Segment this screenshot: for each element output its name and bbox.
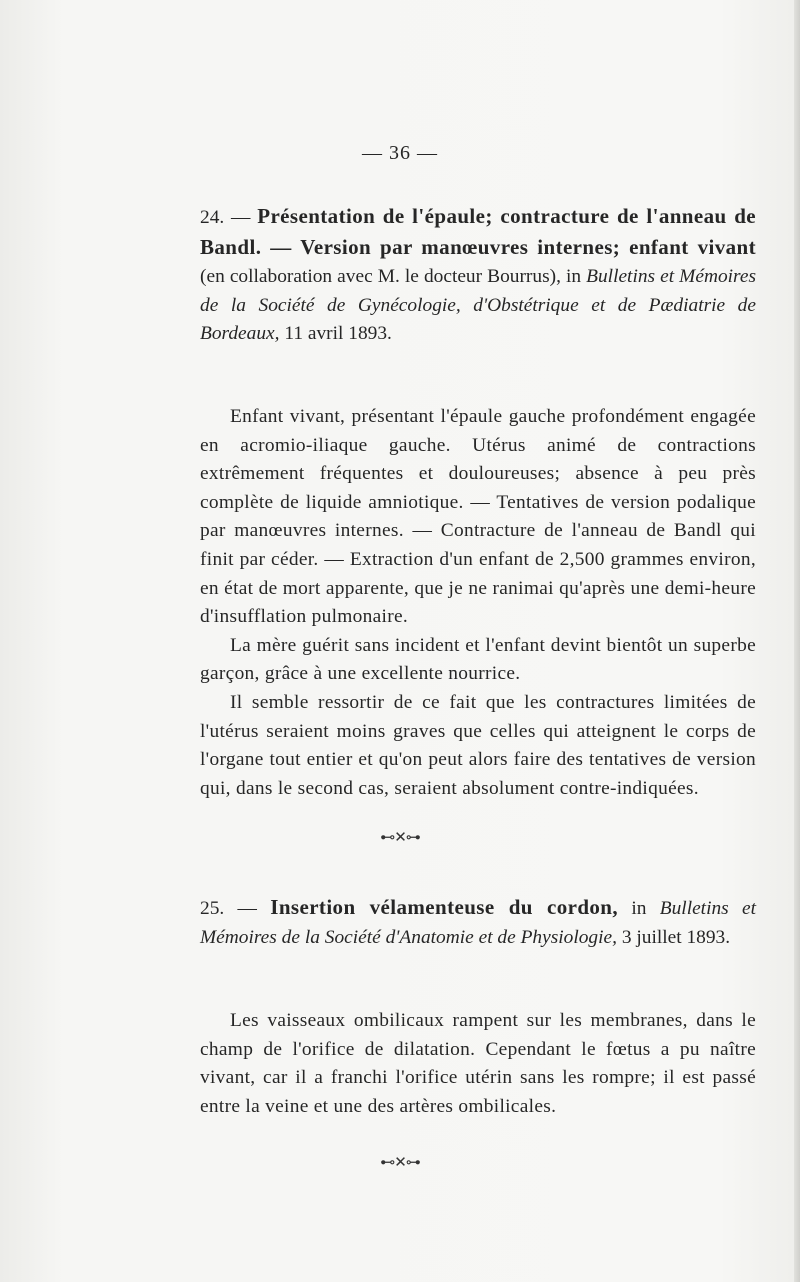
entry-25-date: 3 juillet 1893. <box>616 926 731 948</box>
paragraph: Les vaisseaux ombilicaux rampent sur les membranes, dans le champ de l'orifice de dilatation. Cependant le fœtus a pu naître vivant, car il a franchi l'orifice utérin sans les rompre; il est passé entre la veine et une des artères ombilicales. <box>200 1010 756 1117</box>
entry-24-collab: (en collaboration avec M. le docteur Bourrus), in <box>200 266 587 288</box>
entry-24-heading <box>200 202 756 349</box>
entry-24-journal: Bulletins et Mémoires de la Société de Gynécologie, d'Obstétrique et de Pædiatrie de Bordeaux, <box>200 266 757 345</box>
entry-24-title: Présentation de l'épaule; contracture de l'anneau de Bandl. — Version par manœuvres internes; enfant vivant <box>200 204 756 259</box>
paragraph: La mère guérit sans incident et l'enfant devint bientôt un superbe garçon, grâce à une excellente nourrice. <box>200 634 756 685</box>
entry-24 <box>200 202 756 349</box>
ornament-divider: ⊷✕⊶ <box>380 1155 420 1171</box>
page-edge-shadow <box>794 0 800 1282</box>
page-number: — 36 — <box>362 142 438 164</box>
entry-25-heading <box>200 893 756 952</box>
paragraph: Il semble ressortir de ce fait que les contractures limitées de l'utérus seraient moins graves que celles qui atteignent le corps de l'organe tout entier et qu'on peut alors faire des tentatives de version qui, dans le second cas, seraient absolument contre-indiquées. <box>200 691 756 799</box>
ornament-divider: ⊷✕⊶ <box>380 830 420 846</box>
entry-24-date: 11 avril 1893. <box>279 323 392 345</box>
entry-25-body <box>200 1007 756 1121</box>
entry-25 <box>200 893 756 952</box>
entry-25-title: Insertion vélamenteuse du cordon, <box>270 895 619 919</box>
paragraph: Enfant vivant, présentant l'épaule gauche profondément engagée en acromio-iliaque gauche. Utérus animé de contractions extrêmement fréquentes et douloureuses; absence à peu près complète de liquide amniotique. — Tentatives de version podalique par manœuvres internes. — Contracture de l'anneau de Bandl qui finit par céder. — Extraction d'un enfant de 2,500 grammes environ, en état de mort apparente, que je ne ranimai qu'après une demi-heure d'insufflation pulmonaire. <box>200 406 756 628</box>
entry-25-in: in <box>618 898 660 919</box>
entry-25-number: 25. — <box>200 898 271 919</box>
entry-24-body <box>200 403 756 803</box>
entry-25-journal: Bulletins et Mémoires de la Société d'Anatomie et de Physiologie, <box>200 898 757 948</box>
entry-24-number: 24. — <box>200 207 258 228</box>
